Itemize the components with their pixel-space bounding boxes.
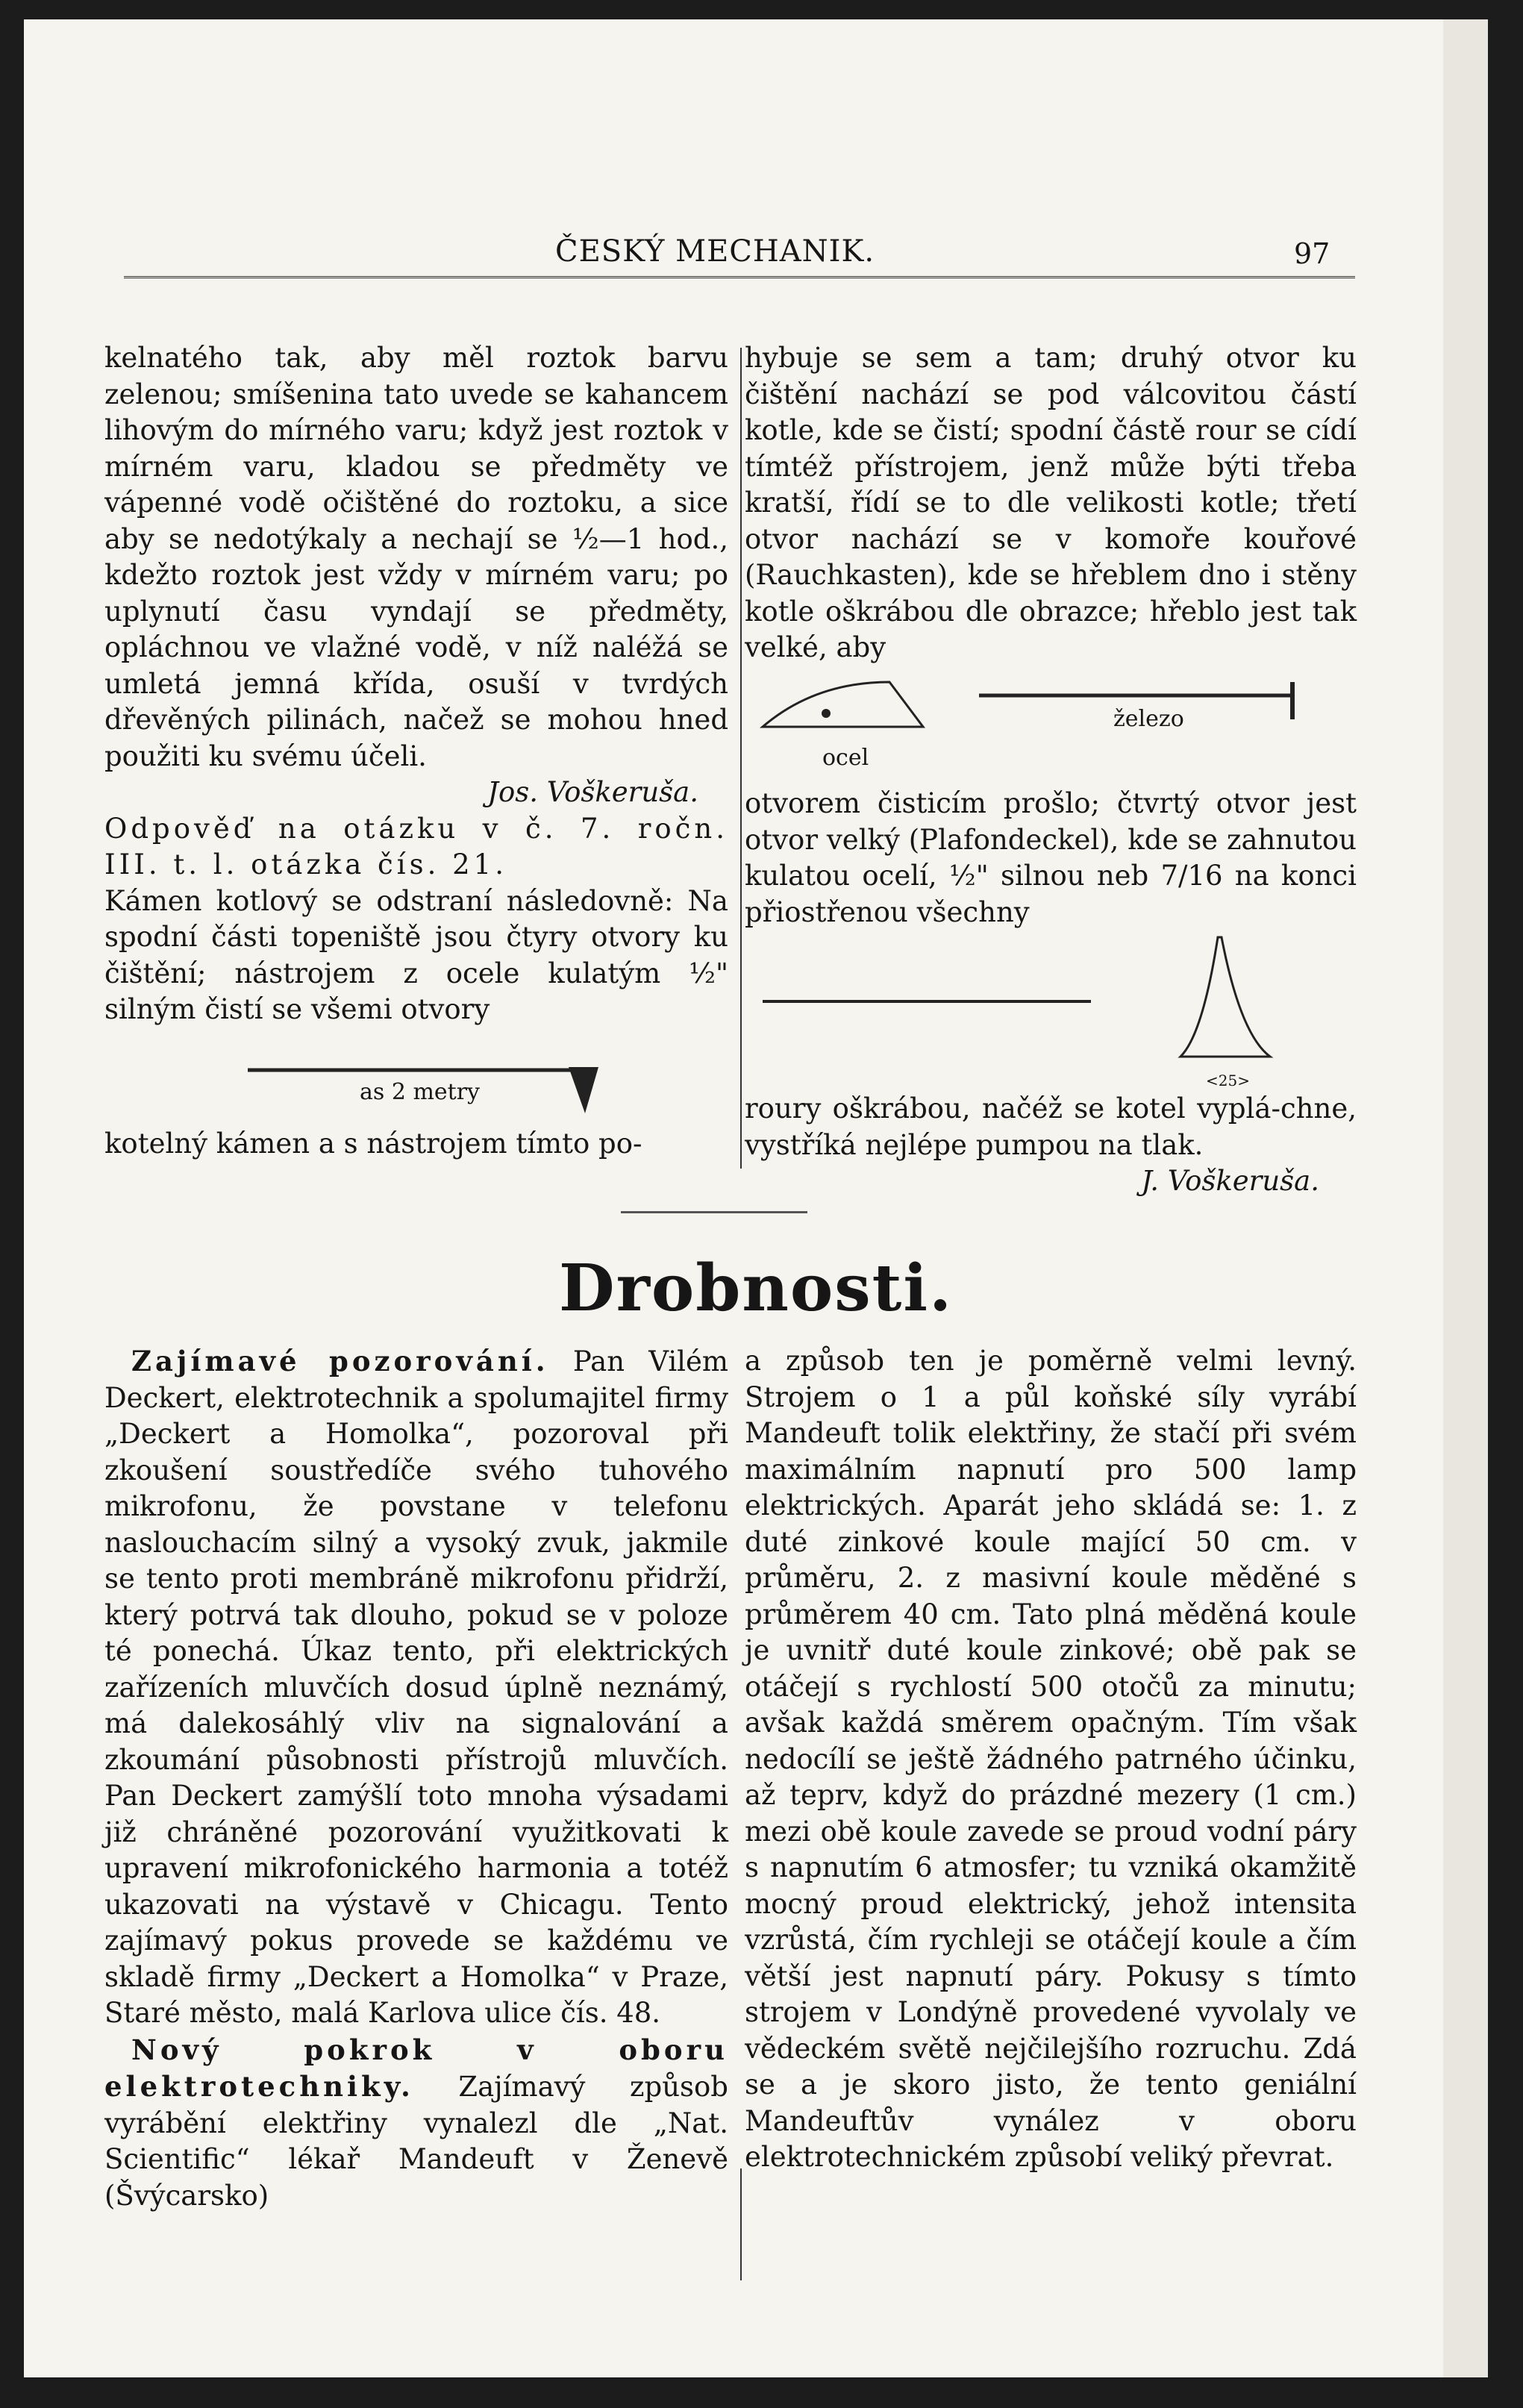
- news-item: [104, 2032, 728, 2215]
- signature: Jos. Voškeruša.: [487, 776, 698, 808]
- paragraph: hybuje se sem a tam; druhý otvor ku čištění nachází se pod válcovitou částí kotle, kde se čistí; spodní částě rour se cídí tímtéž přístrojem, jenž může býti třeba kratší, řídí se to dle velikosti kotle; třetí otvor nachází se v komoře kouřové (Rauchkasten), kde se hřeblem dno i stěny kotle oškrábou dle obrazce; hřeblo jest tak velké, aby: [745, 342, 1357, 663]
- news-text: Zajímavý způsob vyrábění elektřiny vynalezl dle „Nat. Scientific“ lékař Mandeuft v Ženevě (Švýcarsko): [104, 2071, 728, 2212]
- paragraph: kotelný kámen a s nástrojem tímto po-: [104, 1128, 642, 1160]
- paragraph: roury oškrábou, načéž se kotel vyplá-chne, vystříká nejlépe pumpou na tlak.: [745, 1092, 1357, 1161]
- label-iron: železo: [1113, 706, 1184, 732]
- paragraph: Kámen kotlový se odstraní následovně: Na spodní části topeniště jsou čtyry otvory ku čištění; nástrojem z ocele kulatým ½" silným čistí se všemi otvory: [104, 884, 728, 1025]
- upper-right-end: [745, 1091, 1357, 1200]
- signature: J. Voškeruša.: [1141, 1165, 1319, 1197]
- pointed-tool-figure: [755, 930, 1352, 1094]
- column-rule: [740, 2168, 742, 2280]
- pointed-tool-drawing: [755, 930, 1352, 1094]
- upper-left-column: [104, 340, 728, 1028]
- column-rule: [740, 348, 742, 1169]
- section-separator: [621, 1211, 807, 1213]
- upper-right-continuation: [745, 786, 1357, 931]
- rod-figure: [248, 1064, 606, 1116]
- running-header-title: ČESKÝ MECHANIK.: [555, 234, 875, 269]
- section-title: Drobnosti.: [558, 1251, 954, 1326]
- news-heading: Zajímavé pozorování.: [131, 1345, 549, 1377]
- figure-number: <25>: [1206, 1072, 1250, 1089]
- scraper-figure: [755, 675, 1352, 786]
- page-number: 97: [1294, 237, 1330, 270]
- upper-right-column: [745, 340, 1357, 666]
- news-item: [104, 1343, 728, 2032]
- news-heading: Nový pokrok v oboru elektrotechniky.: [104, 2033, 728, 2103]
- header-rule: [124, 276, 1355, 281]
- upper-left-continuation: [104, 1126, 728, 1163]
- paragraph: otvorem čisticím prošlo; čtvrtý otvor jest otvor velký (Plafondeckel), kde se zahnutou kulatou ocelí, ½" silnou neb 7/16 na konci přiostřenou všechny: [745, 787, 1357, 928]
- page-edge: [1443, 19, 1488, 2377]
- news-text: Pan Vilém Deckert, elektrotechnik a spolumajitel firmy „Deckert a Homolka“, pozoroval při zkoušení soustředíče svého tuhového mikrofonu, že povstane v telefonu naslouchacím silný a vysoký zvuk, jakmile se tento proti membráně mikrofonu přidrží, který potrvá tak dlouho, pokud se v poloze té ponechá. Úkaz tento, při elektrických zařízeních mluvčích dosud úplně neznámý, má dalekosáhlý vliv na signalování a zkoumání působnosti přístrojů mluvčích. Pan Deckert zamýšlí toto mnoha výsadami již chráněné pozorování využitkovati k upravení mikrofonického harmonia a totéž ukazovati na výstavě v Chicagu. Tento zajímavý pokus provede se každému ve skladě firmy „Deckert a Homolka“ v Praze, Staré město, malá Karlova ulice čís. 48.: [104, 1345, 728, 2029]
- label-steel: ocel: [822, 745, 869, 771]
- paragraph: kelnatého tak, aby měl roztok barvu zelenou; smíšenina tato uvede se kahancem lihovým do mírného varu; když jest roztok v mírném varu, kladou se předměty ve vápenné vodě očištěné do roztoku, a sice aby se nedotýkaly a nechají se ½—1 hod., kdežto roztok jest vždy v mírném varu; po uplynutí času vyndají se předměty, opláchnou ve vlažné vodě, v níž naléžá se umletá jemná křída, osuší v tvrdých dřevěných pilinách, načež se mohou hned použiti ku svému účeli.: [104, 342, 728, 772]
- lower-right-column: [745, 1343, 1357, 2176]
- answer-heading: Odpověď na otázku v č. 7. ročn. III. t. l. otázka čís. 21.: [104, 812, 728, 881]
- news-text: a způsob ten je poměrně velmi levný. Strojem o 1 a půl koňské síly vyrábí Mandeuft tolik elektřiny, že stačí při svém maximálním napnutí pro 500 lamp elektrických. Aparát jeho skládá se: 1. z duté zinkové koule mající 50 cm. v průměru, 2. z masivní koule měděné s průměrem 40 cm. Tato plná měděná koule je uvnitř duté koule zinkové; obě pak se otáčejí s rychlostí 500 otočů za minutu; avšak každá směrem opačným. Tím však nedocílí se ještě žádného patrného účinku, až teprv, když do prázdné mezery (1 cm.) mezi obě koule zavede se proud vodní páry s napnutím 6 atmosfer; tu vzniká okamžitě mocný proud elektrický, jehož intensita vzrůstá, čím rychleji se otáčejí koule a čím větší jest napnutí páry. Pokusy s tímto strojem v Londýně provedené vyvolaly ve vědeckém světě nejčilejšího rozruchu. Zdá se a je skoro jisto, že tento geniální Mandeuftův vynález v oboru elektrotechnickém způsobí veliký převrat.: [745, 1345, 1357, 2173]
- lower-left-column: [104, 1343, 728, 2214]
- figure-label: as 2 metry: [360, 1079, 480, 1105]
- page: [24, 19, 1488, 2377]
